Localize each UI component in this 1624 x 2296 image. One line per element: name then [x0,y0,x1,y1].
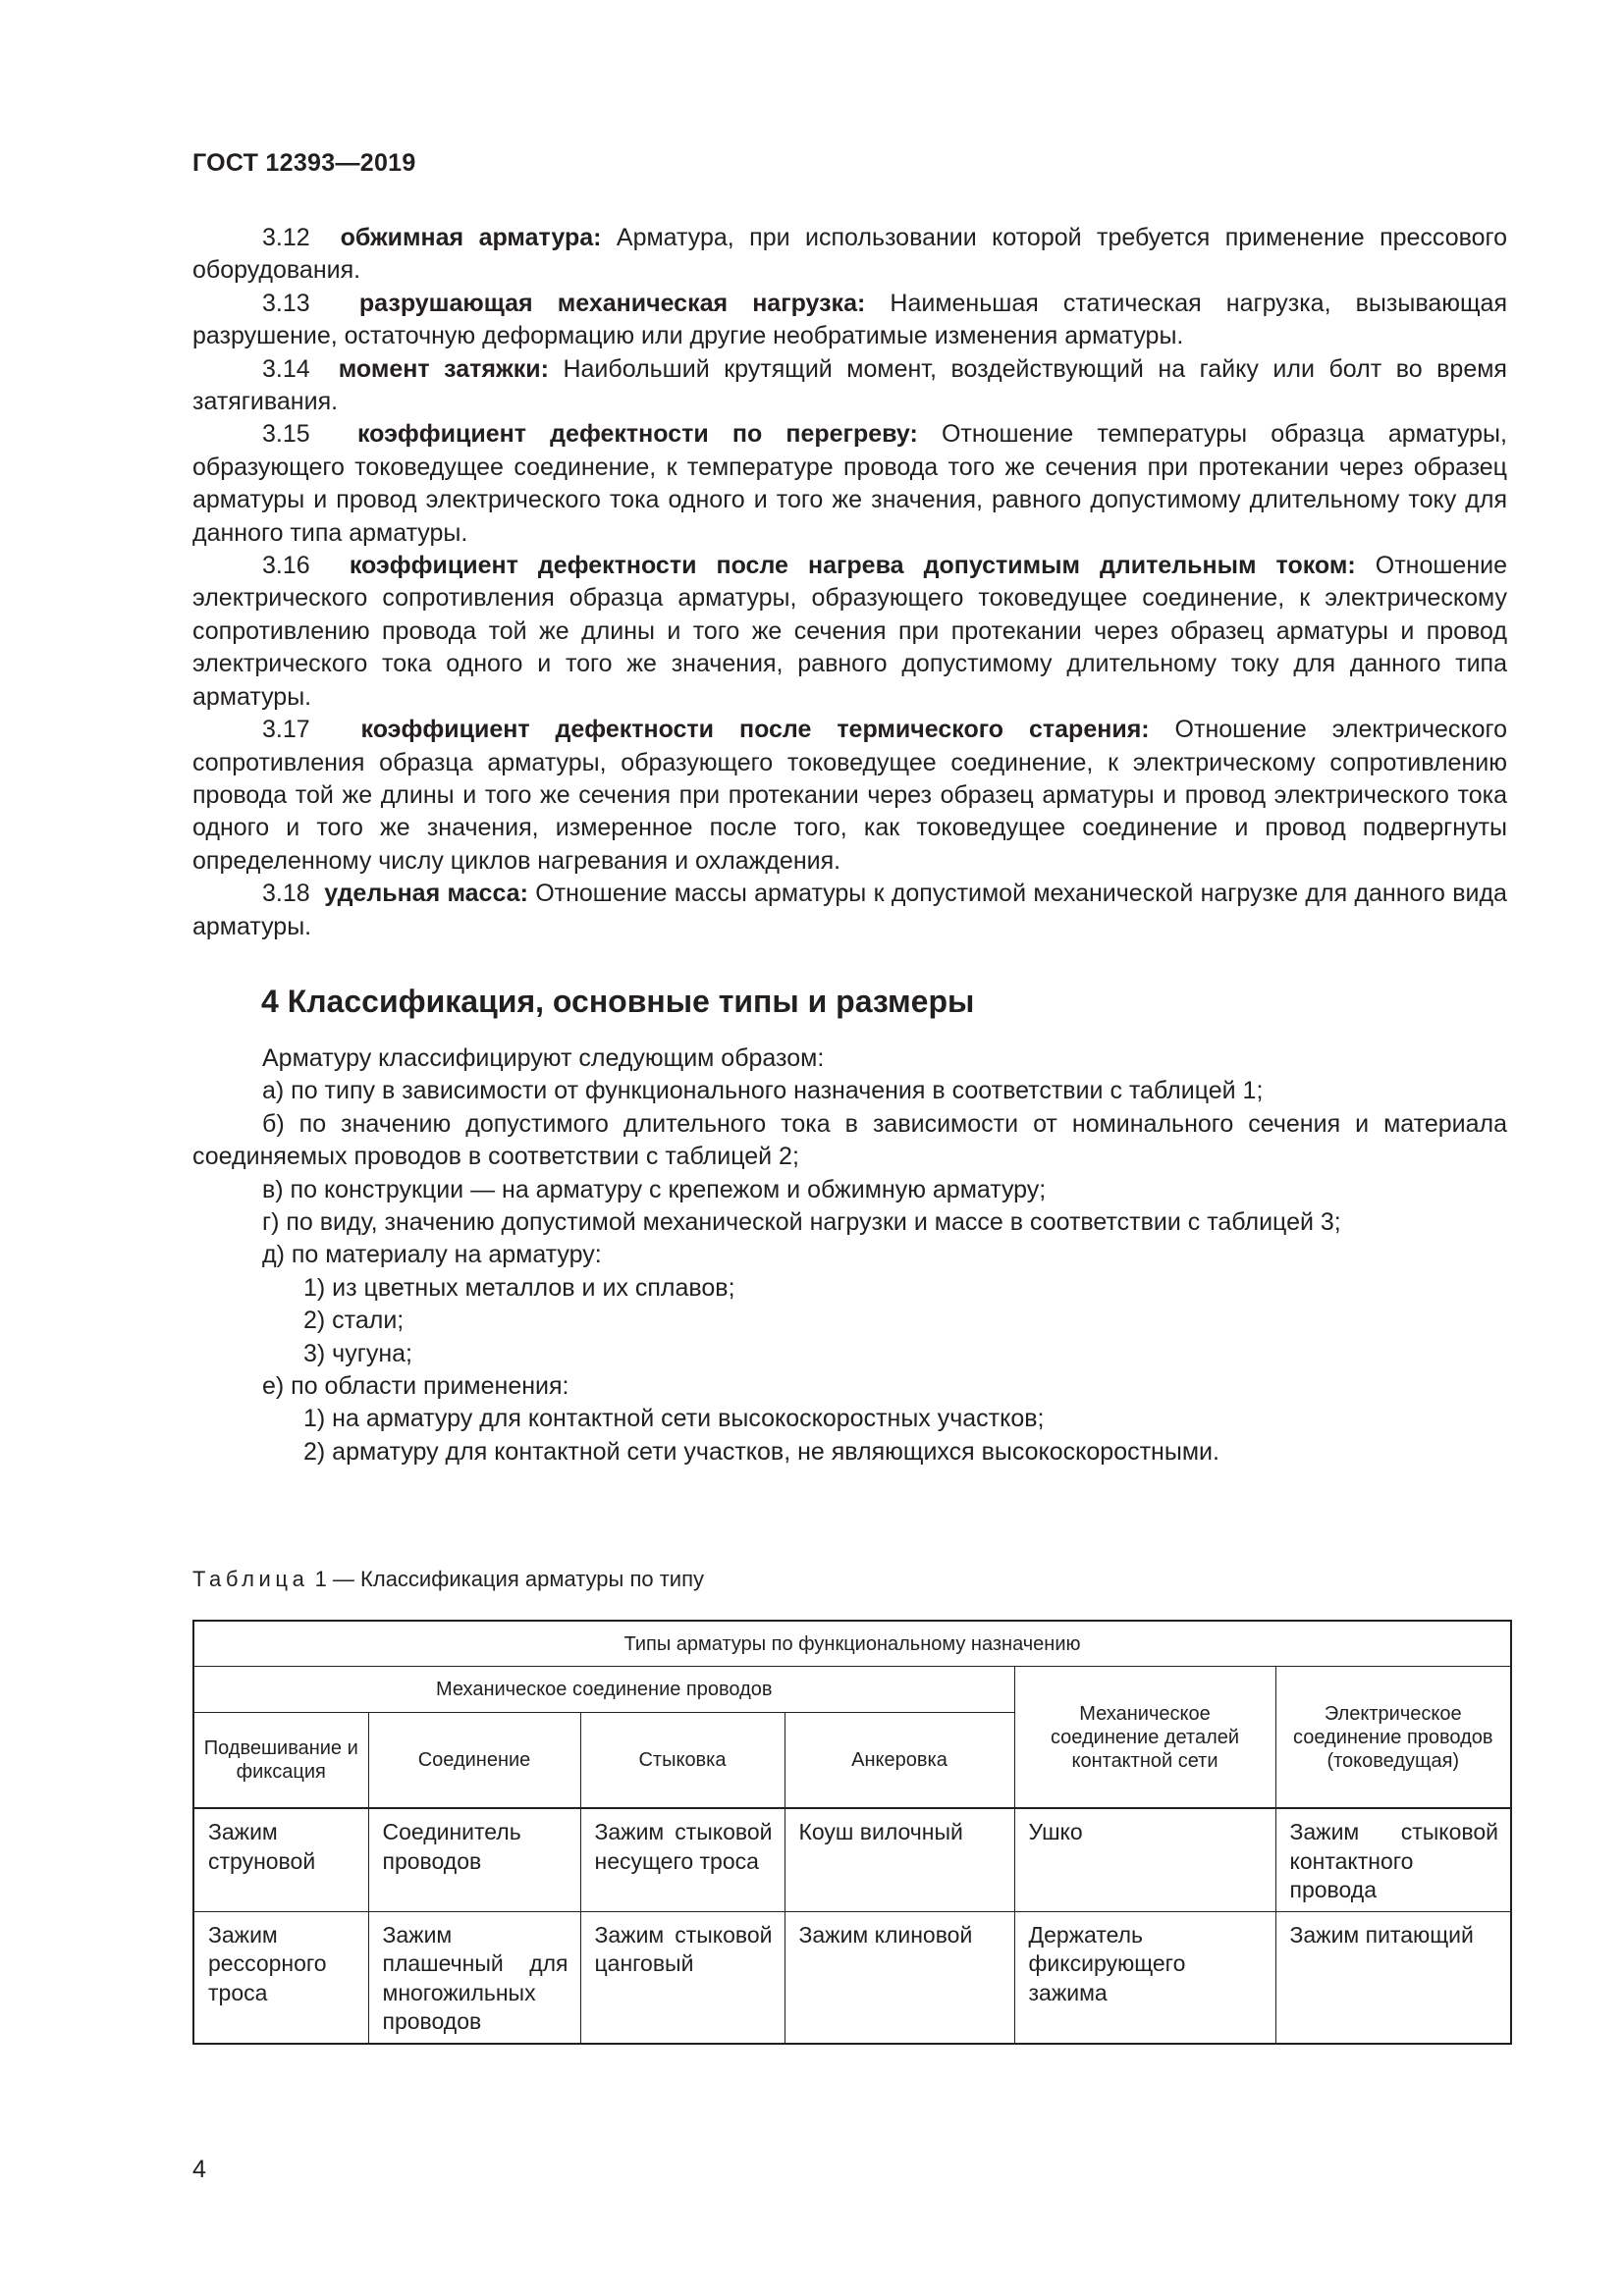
table-column-header: Соединение [368,1713,580,1809]
list-item: в) по конструкции — на арматуру с крепежом и обжимную арматуру; [262,1175,1047,1203]
definition-term: момент затяжки: [338,354,549,383]
table-cell: Зажим стыковой контактного провода [1275,1808,1511,1911]
definition-3-15: 3.15 коэффициент дефектности по перегреву: Отношение температуры образца арматуры, образующего токоведущее соединение, к температуре провода того же сечения при протекании через образец арматуры и провод электрического тока одного и того же значения, равного допустимому длительному току для данного типа арматуры. [192,420,1507,547]
list-item: д) по материалу на арматуру: [262,1241,602,1269]
definition-term: коэффициент дефектности по перегреву: [356,420,918,449]
table-row [193,1808,1511,1911]
table-column-header: Анкеровка [785,1713,1014,1809]
table-cell: Ушко [1014,1808,1275,1911]
table-cell: Зажим клиновой [785,1911,1014,2044]
table-column-header: Стыковка [580,1713,785,1809]
sub-list-item: 2) арматуру для контактной сети участков, не являющихся высокоскоростными. [303,1437,1219,1466]
classification-intro: Арматуру классифицируют следующим образом: [262,1044,825,1072]
table-caption-label: Таблица [192,1567,309,1591]
table-caption-title: 1 — Классификация арматуры по типу [308,1567,704,1591]
definition-3-16: 3.16 коэффициент дефектности после нагрева допустимым длительным током: Отношение электрического сопротивления образца арматуры, образующего токоведущее соединение, к электрическому сопротивлению провода той же длины и того же сечения при протекании через образец арматуры и провод электрического тока одного и того же значения, равного допустимому длительному току для данного типа арматуры. [192,552,1507,711]
sub-list-item: 1) на арматуру для контактной сети высокоскоростных участков; [303,1405,1045,1433]
table-cell: Коуш вилочный [785,1808,1014,1911]
table-cell: Соединитель проводов [368,1808,580,1911]
list-item: е) по области применения: [262,1372,569,1401]
table-cell: Зажим стыковой несущего троса [580,1808,785,1911]
definition-3-17: 3.17 коэффициент дефектности после термического старения: Отношение электрического сопротивления образца арматуры, образующего токоведущее соединение, к электрическому сопротивлению провода той же длины и того же сечения при протекании через образец арматуры и провод электрического тока одного и того же значения, измеренное после того, как токоведущее соединение и провод подвергнуты определенному числу циклов нагревания и охлаждения. [192,716,1507,875]
definition-3-14: 3.14 момент затяжки: Наибольший крутящий момент, воздействующий на гайку или болт во время затягивания. [192,354,1507,416]
table-column-header: Подвешивание и фиксация [193,1713,368,1809]
definition-term: удельная масса: [324,880,528,908]
definition-term: коэффициент дефектности после термического старения: [360,716,1150,744]
document-header: ГОСТ 12393—2019 [192,149,416,177]
table-cell: Зажим рессорного троса [193,1911,368,2044]
table-caption [192,1567,704,1592]
table-cell: Зажим питающий [1275,1911,1511,2044]
table-cell: Зажим стыковой цанговый [580,1911,785,2044]
table-group-header: Механическое соединение проводов [193,1667,1014,1713]
definition-3-12: 3.12 обжимная арматура: Арматура, при использовании которой требуется применение прессового оборудования. [192,224,1507,285]
sub-list-item: 3) чугуна; [303,1339,412,1367]
table-cell: Зажим струновой [193,1808,368,1911]
classification-table [192,1620,1512,2045]
table-top-header: Типы арматуры по функциональному назначению [193,1621,1511,1667]
definitions-section [192,222,1507,943]
definition-3-18: 3.18 удельная масса: Отношение массы арматуры к допустимой механической нагрузке для данного вида арматуры. [192,880,1507,940]
list-item: б) по значению допустимого длительного тока в зависимости от номинального сечения и материала соединяемых проводов в соответствии с таблицей 2; [192,1109,1507,1171]
table-cell: Держатель фиксирующего зажима [1014,1911,1275,2044]
definition-term: коэффициент дефектности после нагрева допустимым длительным током: [349,552,1356,580]
definition-term: обжимная арматура: [340,224,602,251]
definition-3-13: 3.13 разрушающая механическая нагрузка: Наименьшая статическая нагрузка, вызывающая разрушение, остаточную деформацию или другие необратимые изменения арматуры. [192,289,1507,350]
table-column-header: Механическое соединение деталей контактной сети [1014,1667,1275,1809]
page-number: 4 [192,2156,206,2183]
definition-term: разрушающая механическая нагрузка: [358,289,866,317]
classification-list [192,1042,1507,1468]
section-heading: 4 Классификация, основные типы и размеры [261,984,975,1019]
list-item: а) по типу в зависимости от функционального назначения в соответствии с таблицей 1; [262,1077,1264,1105]
list-item: г) по виду, значению допустимой механической нагрузки и массе в соответствии с таблицей 3; [262,1208,1341,1237]
sub-list-item: 1) из цветных металлов и их сплавов; [303,1273,735,1302]
table-cell: Зажим плашечный для многожильных проводов [368,1911,580,2044]
sub-list-item: 2) стали; [303,1307,405,1335]
table-row [193,1911,1511,2044]
table-column-header: Электрическое соединение проводов (токоведущая) [1275,1667,1511,1809]
